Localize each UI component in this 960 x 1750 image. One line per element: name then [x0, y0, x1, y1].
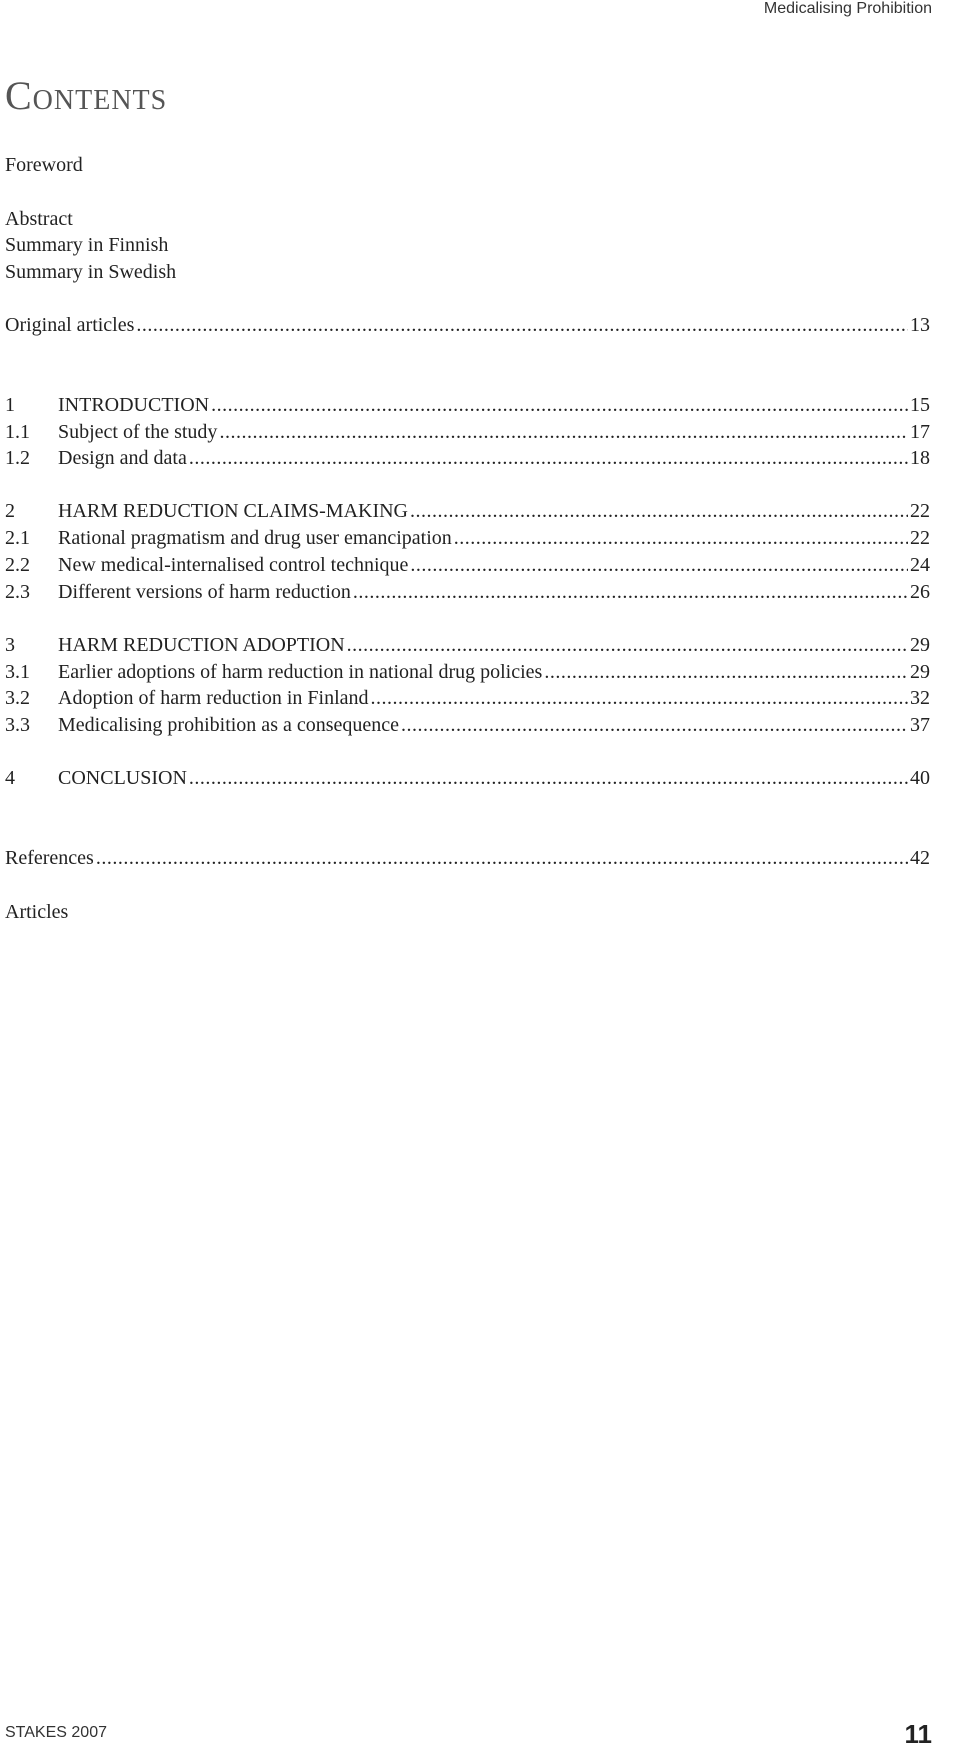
chapter-number: 1	[5, 394, 15, 416]
chapter-title: HARM REDUCTION ADOPTION	[58, 634, 345, 656]
leader-dots	[189, 765, 908, 791]
toc-section-1-1[interactable]	[5, 419, 930, 445]
toc-page-number: 37	[910, 714, 930, 736]
toc-original-articles[interactable]	[5, 312, 930, 338]
leader-dots	[454, 525, 908, 551]
toc-abstract[interactable]: Abstract	[5, 208, 73, 230]
chapter-title: CONCLUSION	[58, 767, 187, 789]
chapter-number: 3	[5, 634, 15, 656]
section-title: Design and data	[58, 447, 187, 469]
page-title: Contents	[5, 73, 168, 118]
leader-dots	[136, 312, 908, 338]
section-number: 2.1	[5, 527, 30, 549]
toc-chapter-3[interactable]	[5, 632, 930, 658]
section-title: Different versions of harm reduction	[58, 581, 351, 603]
leader-dots	[96, 845, 908, 871]
toc-page-number: 15	[910, 394, 930, 416]
section-number: 1.1	[5, 421, 30, 443]
section-number: 3.3	[5, 714, 30, 736]
toc-page-number: 13	[910, 314, 930, 336]
chapter-number: 2	[5, 500, 15, 522]
section-number: 1.2	[5, 447, 30, 469]
toc-chapter-1[interactable]	[5, 392, 930, 418]
leader-dots	[211, 392, 908, 418]
leader-dots	[353, 579, 908, 605]
toc-section-2-1[interactable]	[5, 525, 930, 551]
toc-page-number: 24	[910, 554, 930, 576]
leader-dots	[410, 498, 908, 524]
toc-summary-finnish[interactable]: Summary in Finnish	[5, 234, 169, 256]
toc-section-3-1[interactable]	[5, 659, 930, 685]
chapter-title: HARM REDUCTION CLAIMS-MAKING	[58, 500, 408, 522]
toc-foreword[interactable]: Foreword	[5, 154, 83, 176]
toc-page-number: 22	[910, 500, 930, 522]
toc-section-1-2[interactable]	[5, 445, 930, 471]
section-number: 3.2	[5, 687, 30, 709]
toc-page-number: 40	[910, 767, 930, 789]
toc-references[interactable]	[5, 845, 930, 871]
section-title: Medicalising prohibition as a consequence	[58, 714, 400, 736]
leader-dots	[347, 632, 908, 658]
toc-page-number: 22	[910, 527, 930, 549]
toc-section-2-3[interactable]	[5, 579, 930, 605]
leader-dots	[401, 712, 908, 738]
toc-section-2-2[interactable]	[5, 552, 930, 578]
chapter-number: 4	[5, 767, 15, 789]
toc-summary-swedish[interactable]: Summary in Swedish	[5, 261, 177, 283]
toc-chapter-4[interactable]	[5, 765, 930, 791]
footer-page-number: 11	[904, 1719, 932, 1749]
toc-page-number: 42	[910, 847, 930, 869]
chapter-title: INTRODUCTION	[58, 394, 210, 416]
leader-dots	[371, 685, 908, 711]
section-title: Subject of the study	[58, 421, 218, 443]
leader-dots	[410, 552, 908, 578]
toc-page-number: 26	[910, 581, 930, 603]
section-title: Adoption of harm reduction in Finland	[58, 687, 369, 709]
running-head: Medicalising Prohibition	[763, 0, 932, 17]
section-title: New medical-internalised control technique	[58, 554, 409, 576]
toc-page-number: 18	[910, 447, 930, 469]
leader-dots	[189, 445, 908, 471]
section-title: Earlier adoptions of harm reduction in national drug policies	[58, 661, 543, 683]
section-title: Rational pragmatism and drug user emancipation	[58, 527, 452, 549]
section-number: 3.1	[5, 661, 30, 683]
section-number: 2.3	[5, 581, 30, 603]
leader-dots	[544, 659, 908, 685]
toc-page-number: 29	[910, 634, 930, 656]
toc-entry-title: Original articles	[5, 314, 135, 336]
section-number: 2.2	[5, 554, 30, 576]
leader-dots	[219, 419, 908, 445]
toc-page-number: 17	[910, 421, 930, 443]
toc-page-number: 29	[910, 661, 930, 683]
toc-page-number: 32	[910, 687, 930, 709]
toc-entry-title: References	[5, 847, 94, 869]
toc-section-3-2[interactable]	[5, 685, 930, 711]
toc-chapter-2[interactable]	[5, 498, 930, 524]
toc-section-3-3[interactable]	[5, 712, 930, 738]
toc-articles[interactable]: Articles	[5, 901, 69, 923]
footer-publisher: STAKES 2007	[5, 1724, 107, 1741]
